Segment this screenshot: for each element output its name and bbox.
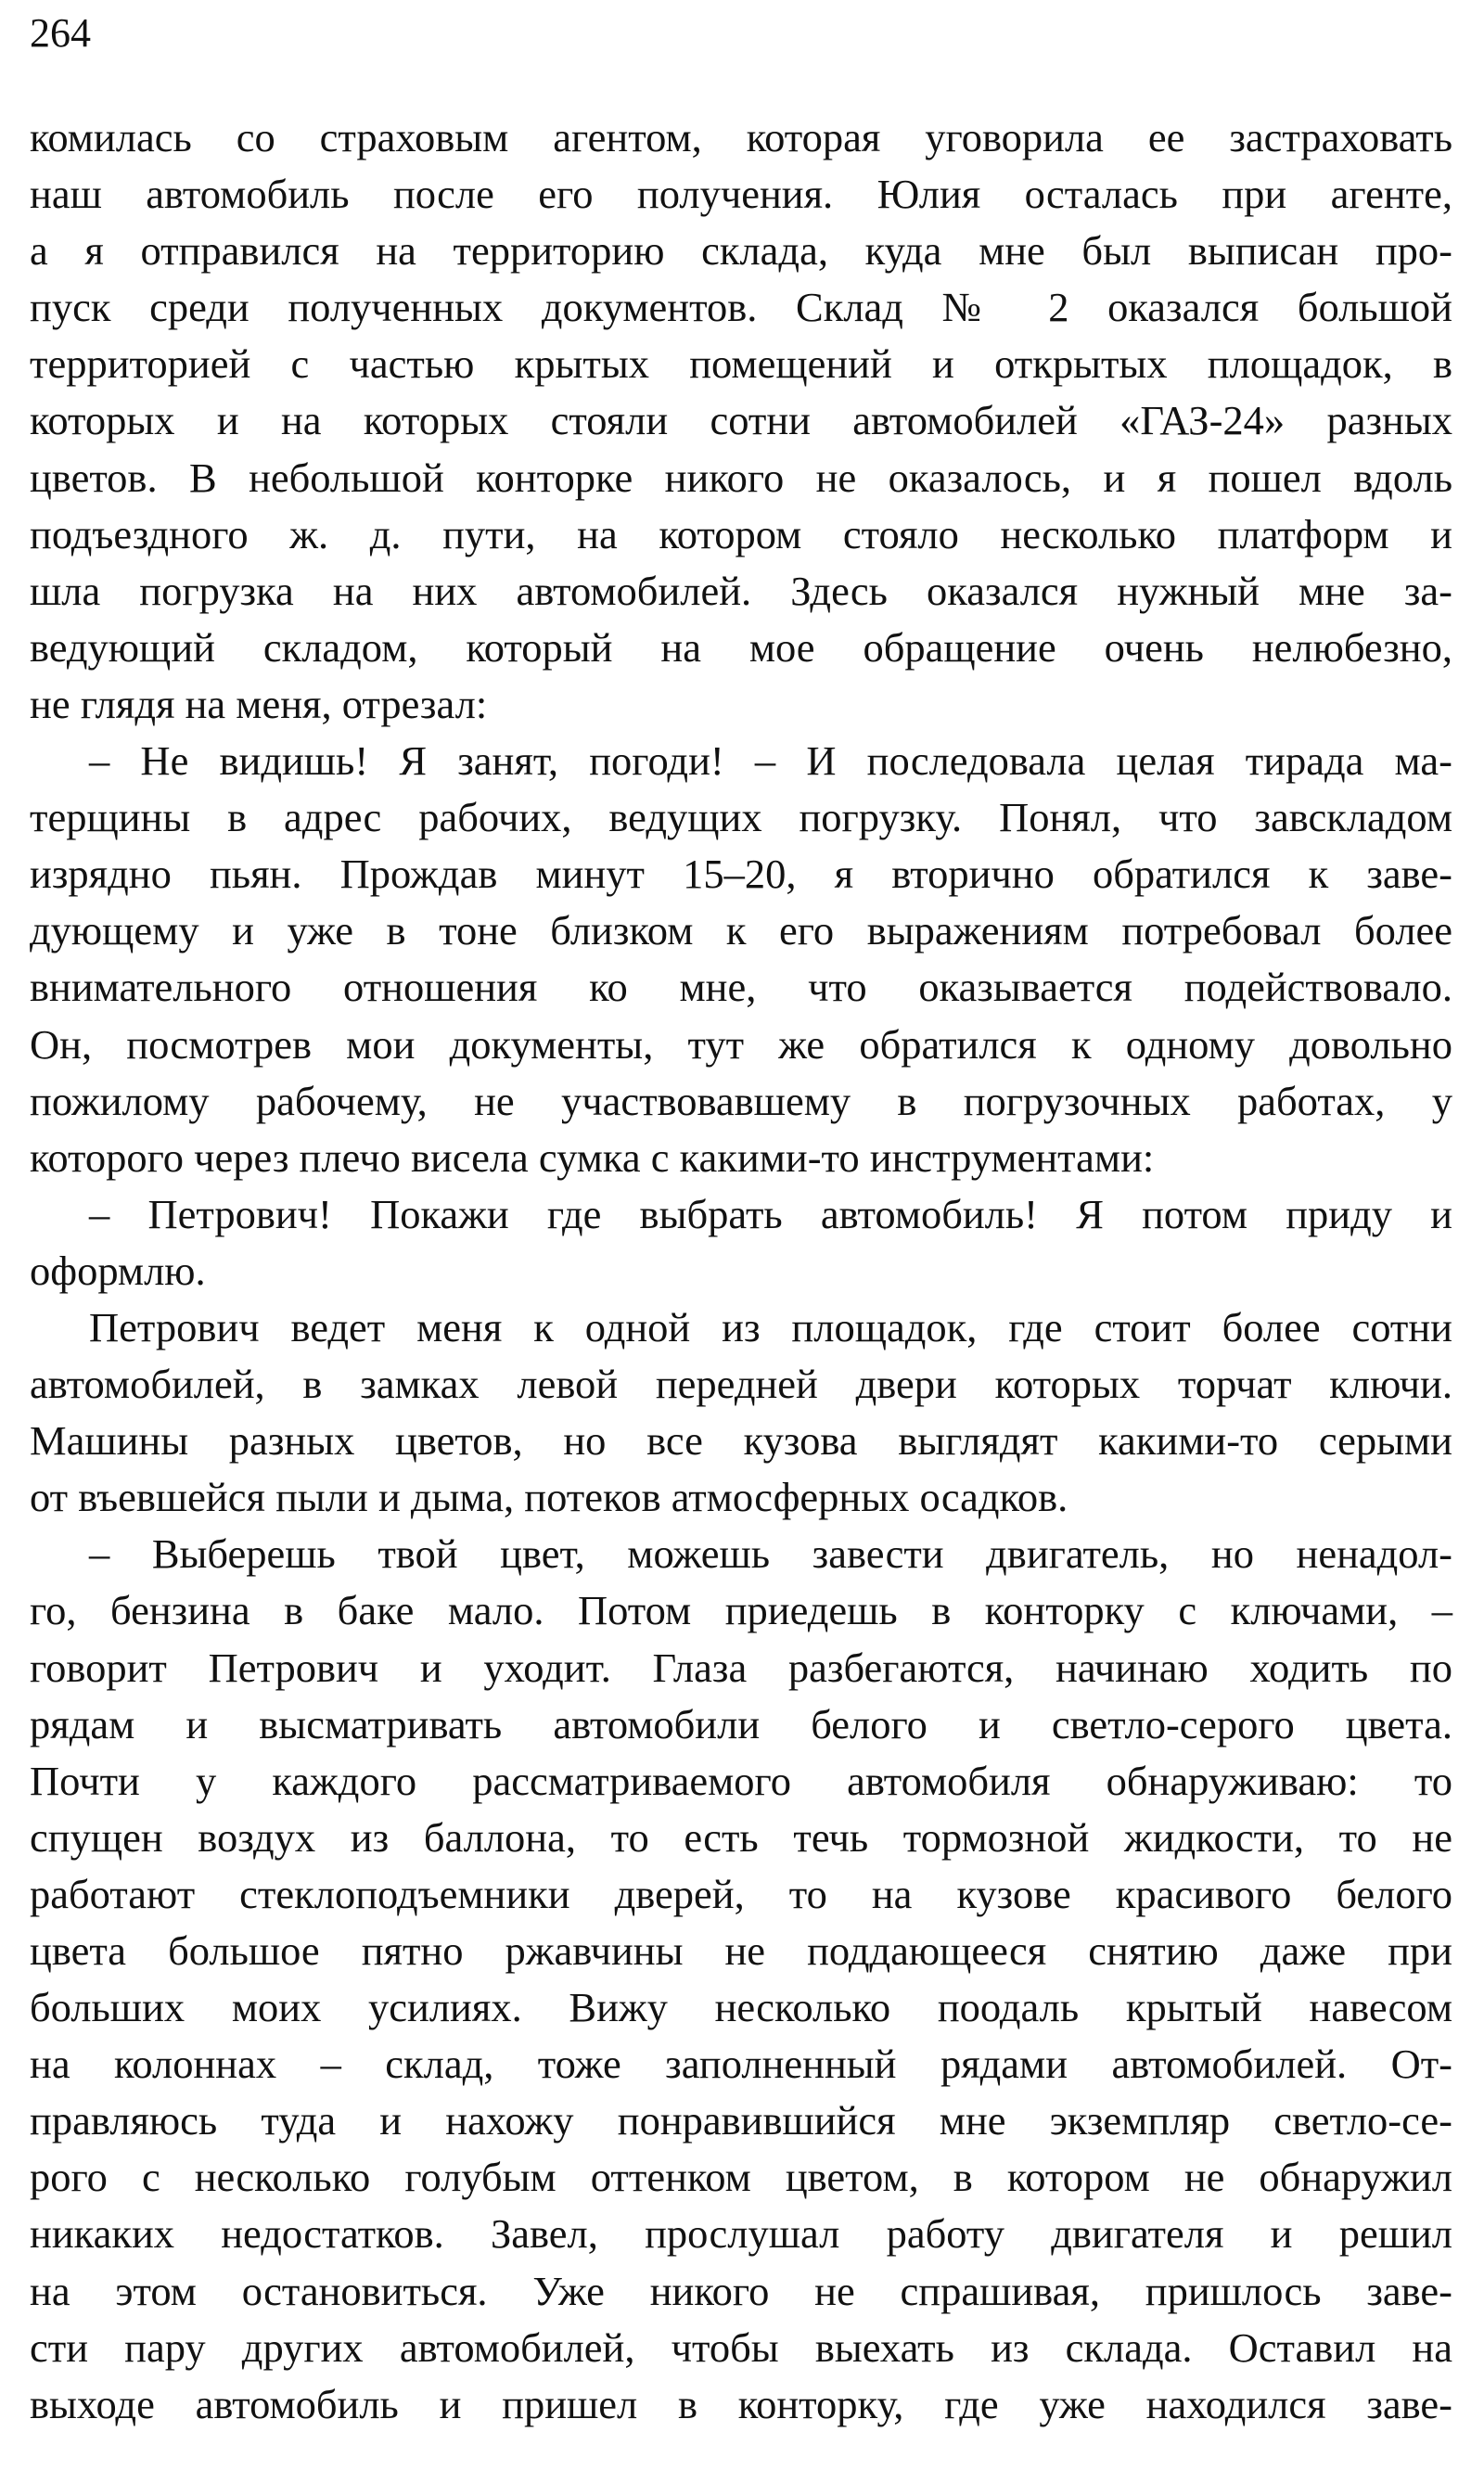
page-number: 264	[30, 10, 91, 56]
text-line: Почти у каждого рассматриваемого автомобиля обнаруживаю: то	[30, 1757, 1452, 1804]
text-line: рядам и высматривать автомобили белого и светло-серого цвета.	[30, 1700, 1452, 1747]
text-line: Машины разных цветов, но все кузова выглядят какими-то серыми	[30, 1417, 1452, 1465]
text-line: говорит Петрович и уходит. Глаза разбегаются, начинаю ходить по	[30, 1644, 1452, 1691]
text-line: подъездного ж. д. пути, на котором стояло несколько платформ и	[30, 510, 1452, 557]
text-line: цвета большое пятно ржавчины не поддающееся снятию даже при	[30, 1927, 1452, 1974]
text-line: дующему и уже в тоне близком к его выражениям потребовал более	[30, 907, 1452, 954]
text-line: больших моих усилиях. Вижу несколько поодаль крытый навесом	[30, 1984, 1452, 2031]
body-text	[30, 109, 1452, 2433]
text-line: сти пару других автомобилей, чтобы выехать из склада. Оставил на	[30, 2323, 1452, 2371]
text-line: на колоннах – склад, тоже заполненный рядами автомобилей. От-	[30, 2041, 1452, 2088]
text-line: которых и на которых стояли сотни автомобилей «ГАЗ-24» разных	[30, 397, 1452, 444]
text-line: которого через плечо висела сумка с какими-то инструментами:	[30, 1133, 1155, 1181]
text-line: – Выберешь твой цвет, можешь завести двигатель, но ненадол-	[89, 1530, 1452, 1578]
text-line: а я отправился на территорию склада, куда мне был выписан про-	[30, 227, 1452, 275]
text-line: терщины в адрес рабочих, ведущих погрузку. Понял, что завскладом	[30, 794, 1452, 841]
text-line: от въевшейся пыли и дыма, потеков атмосферных осадков.	[30, 1474, 1068, 1521]
text-line: внимательного отношения ко мне, что оказывается подействовало.	[30, 964, 1452, 1011]
text-line: ведующий складом, который на мое обращение очень нелюбезно,	[30, 623, 1452, 671]
text-line: Он, посмотрев мои документы, тут же обратился к одному довольно	[30, 1020, 1452, 1068]
text-line: Петрович ведет меня к одной из площадок, где стоит более сотни	[89, 1303, 1452, 1350]
text-line: спущен воздух из баллона, то есть течь тормозной жидкости, то не	[30, 1813, 1452, 1861]
text-line: выходе автомобиль и пришел в конторку, где уже находился заве-	[30, 2380, 1452, 2427]
text-line: не глядя на меня, отрезал:	[30, 680, 488, 727]
text-line: никаких недостатков. Завел, прослушал работу двигателя и решил	[30, 2210, 1452, 2258]
text-line: шла погрузка на них автомобилей. Здесь оказался нужный мне за-	[30, 567, 1452, 614]
text-line: цветов. В небольшой конторке никого не оказалось, и я пошел вдоль	[30, 454, 1452, 501]
text-line: автомобилей, в замках левой передней двери которых торчат ключи.	[30, 1361, 1452, 1408]
text-line: го, бензина в баке мало. Потом приедешь в конторку с ключами, –	[30, 1587, 1452, 1634]
text-line: наш автомобиль после его получения. Юлия осталась при агенте,	[30, 171, 1452, 218]
text-line: правляюсь туда и нахожу понравившийся мне экземпляр светло-се-	[30, 2097, 1452, 2144]
text-line: на этом остановиться. Уже никого не спрашивая, пришлось заве-	[30, 2267, 1452, 2314]
text-line: – Не видишь! Я занят, погоди! – И последовала целая тирада ма-	[89, 737, 1452, 785]
text-line: пожилому рабочему, не участвовавшему в погрузочных работах, у	[30, 1077, 1452, 1124]
text-line: оформлю.	[30, 1247, 206, 1294]
text-line: территорией с частью крытых помещений и открытых площадок, в	[30, 340, 1452, 388]
text-line: изрядно пьян. Прождав минут 15–20, я вторично обратился к заве-	[30, 851, 1452, 898]
text-line: рого с несколько голубым оттенком цветом, в котором не обнаружил	[30, 2154, 1452, 2201]
text-line: работают стеклоподъемники дверей, то на кузове красивого белого	[30, 1870, 1452, 1917]
text-line: комилась со страховым агентом, которая уговорила ее застраховать	[30, 114, 1452, 160]
text-line: пуск среди полученных документов. Склад № 2 оказался большой	[30, 284, 1452, 331]
text-line: – Петрович! Покажи где выбрать автомобиль! Я потом приду и	[89, 1190, 1452, 1237]
